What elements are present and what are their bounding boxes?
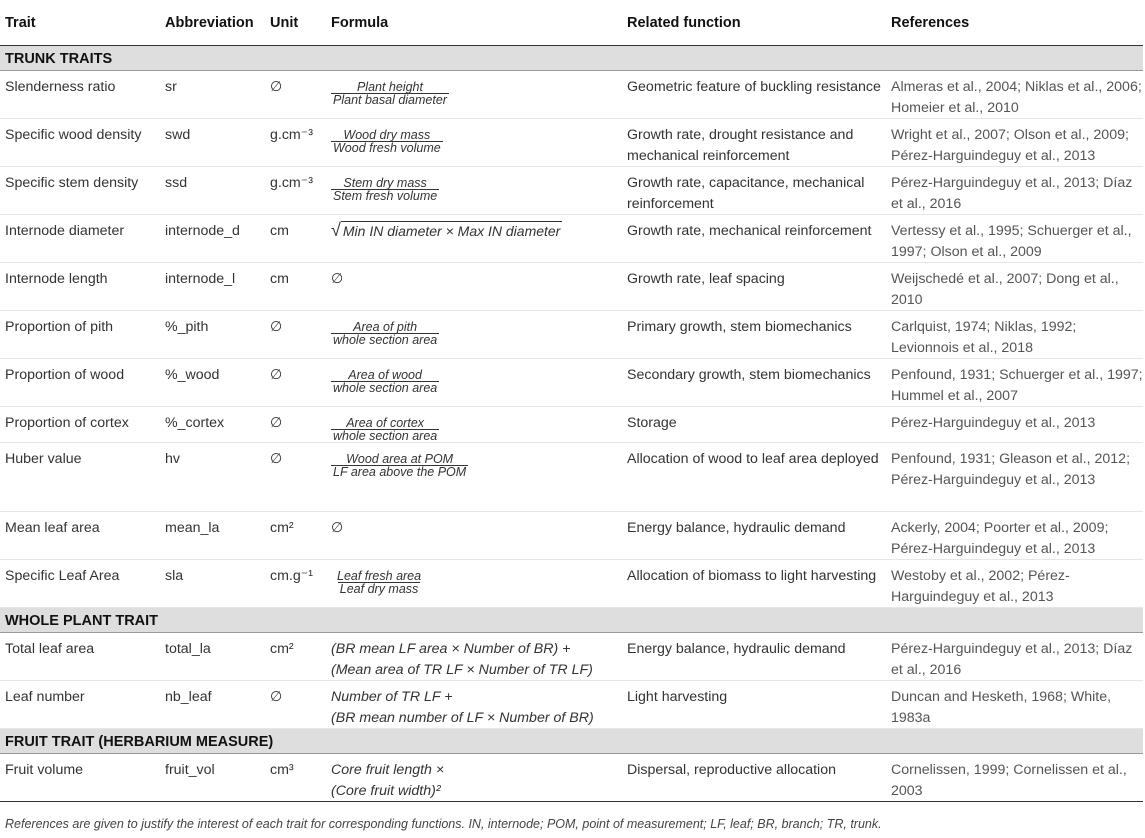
header-trait: Trait <box>0 0 160 46</box>
abbreviation-cell: mean_la <box>160 512 265 560</box>
formula-denominator: Plant basal diameter <box>333 93 447 107</box>
abbreviation-cell: ssd <box>160 167 265 215</box>
formula-cell <box>326 359 622 407</box>
references-cell: Penfound, 1931; Gleason et al., 2012; Pérez-Harguindeguy et al., 2013 <box>886 443 1143 512</box>
table-row <box>0 754 1143 802</box>
table-row <box>0 681 1143 729</box>
related-function-cell: Allocation of biomass to light harvesting <box>622 560 886 608</box>
trait-cell: Proportion of cortex <box>0 407 160 443</box>
formula-numerator: Wood area at POM <box>346 452 454 466</box>
formula-denominator: whole section area <box>333 381 438 395</box>
formula-cell <box>326 167 622 215</box>
trait-cell: Internode length <box>0 263 160 311</box>
abbreviation-cell: %_cortex <box>160 407 265 443</box>
table-row <box>0 215 1143 263</box>
formula-cell <box>326 681 622 729</box>
formula-cell <box>326 215 622 263</box>
sqrt-sign: √ <box>331 220 341 240</box>
unit-cell: cm <box>265 263 326 311</box>
references-cell: Pérez-Harguindeguy et al., 2013; Díaz et al., 2016 <box>886 167 1143 215</box>
abbreviation-cell: %_pith <box>160 311 265 359</box>
references-cell: Pérez-Harguindeguy et al., 2013; Díaz et al., 2016 <box>886 633 1143 681</box>
related-function-cell: Energy balance, hydraulic demand <box>622 633 886 681</box>
table-footnote: References are given to justify the interest of each trait for corresponding functions. IN, internode; POM, point of measurement; LF, leaf; BR, branch; TR, trunk. <box>5 817 882 831</box>
related-function-cell: Primary growth, stem biomechanics <box>622 311 886 359</box>
formula-fraction <box>331 369 439 394</box>
trait-cell: Mean leaf area <box>0 512 160 560</box>
formula-cell <box>326 443 622 512</box>
trait-cell: Leaf number <box>0 681 160 729</box>
unit-cell: ∅ <box>265 359 326 407</box>
related-function-cell: Geometric feature of buckling resistance <box>622 71 886 119</box>
unit-cell: cm.g⁻¹ <box>265 560 326 608</box>
related-function-cell: Growth rate, mechanical reinforcement <box>622 215 886 263</box>
formula-fraction <box>331 570 427 595</box>
references-cell: Westoby et al., 2002; Pérez-Harguindeguy et al., 2013 <box>886 560 1143 608</box>
section-title: WHOLE PLANT TRAIT <box>0 608 1143 633</box>
formula-fraction <box>331 177 439 202</box>
section-header-row <box>0 729 1143 754</box>
formula-denominator: LF area above the POM <box>333 465 467 479</box>
formula-fraction <box>331 453 468 478</box>
unit-cell: g.cm⁻³ <box>265 167 326 215</box>
table-row <box>0 560 1143 608</box>
table-row <box>0 359 1143 407</box>
abbreviation-cell: swd <box>160 119 265 167</box>
formula-numerator: Plant height <box>356 80 423 94</box>
formula-numerator: Area of wood <box>348 368 422 382</box>
abbreviation-cell: total_la <box>160 633 265 681</box>
formula-numerator: Area of cortex <box>346 416 425 430</box>
trait-cell: Internode diameter <box>0 215 160 263</box>
references-cell: Penfound, 1931; Schuerger et al., 1997; Hummel et al., 2007 <box>886 359 1143 407</box>
related-function-cell: Secondary growth, stem biomechanics <box>622 359 886 407</box>
references-cell: Weijschedé et al., 2007; Dong et al., 2010 <box>886 263 1143 311</box>
table-body <box>0 46 1143 802</box>
header-abbreviation: Abbreviation <box>160 0 265 46</box>
abbreviation-cell: hv <box>160 443 265 512</box>
unit-cell: ∅ <box>265 311 326 359</box>
formula-line: Number of TR LF + <box>331 689 453 705</box>
formula-fraction <box>331 321 439 346</box>
formula-denominator: whole section area <box>333 333 438 347</box>
unit-cell: g.cm⁻³ <box>265 119 326 167</box>
table-row <box>0 407 1143 443</box>
header-unit: Unit <box>265 0 326 46</box>
formula-fraction <box>331 129 443 154</box>
section-title: TRUNK TRAITS <box>0 46 1143 71</box>
trait-cell: Slenderness ratio <box>0 71 160 119</box>
related-function-cell: Light harvesting <box>622 681 886 729</box>
formula-sqrt <box>331 221 562 240</box>
formula-text: ∅ <box>331 520 344 536</box>
formula-cell <box>326 407 622 443</box>
trait-cell: Huber value <box>0 443 160 512</box>
formula-denominator: Leaf dry mass <box>339 582 419 596</box>
abbreviation-cell: sla <box>160 560 265 608</box>
section-title: FRUIT TRAIT (HERBARIUM MEASURE) <box>0 729 1143 754</box>
formula-line: (BR mean LF area × Number of BR) + <box>331 641 571 657</box>
formula-numerator: Area of pith <box>353 320 418 334</box>
abbreviation-cell: internode_d <box>160 215 265 263</box>
header-references: References <box>886 0 1143 46</box>
table-row <box>0 167 1143 215</box>
formula-line: (Mean area of TR LF × Number of TR LF) <box>331 661 593 678</box>
formula-cell <box>326 311 622 359</box>
trait-cell: Proportion of wood <box>0 359 160 407</box>
table-row <box>0 633 1143 681</box>
related-function-cell: Growth rate, leaf spacing <box>622 263 886 311</box>
table-row <box>0 71 1143 119</box>
formula-line: (BR mean number of LF × Number of BR) <box>331 709 594 726</box>
formula-text: ∅ <box>331 271 344 287</box>
unit-cell: ∅ <box>265 443 326 512</box>
abbreviation-cell: %_wood <box>160 359 265 407</box>
formula-cell <box>326 263 622 311</box>
table-row <box>0 263 1143 311</box>
formula-cell <box>326 560 622 608</box>
references-cell: Almeras et al., 2004; Niklas et al., 2006; Homeier et al., 2010 <box>886 71 1143 119</box>
formula-denominator: Stem fresh volume <box>333 189 438 203</box>
related-function-cell: Storage <box>622 407 886 443</box>
trait-cell: Specific stem density <box>0 167 160 215</box>
abbreviation-cell: nb_leaf <box>160 681 265 729</box>
formula-fraction <box>331 417 439 442</box>
references-cell: Vertessy et al., 1995; Schuerger et al., 1997; Olson et al., 2009 <box>886 215 1143 263</box>
formula-cell <box>326 71 622 119</box>
unit-cell: ∅ <box>265 71 326 119</box>
trait-cell: Total leaf area <box>0 633 160 681</box>
formula-cell <box>326 119 622 167</box>
formula-cell <box>326 754 622 802</box>
header-row <box>0 0 1143 46</box>
related-function-cell: Growth rate, drought resistance and mechanical reinforcement <box>622 119 886 167</box>
trait-cell: Fruit volume <box>0 754 160 802</box>
unit-cell: ∅ <box>265 407 326 443</box>
related-function-cell: Allocation of wood to leaf area deployed <box>622 443 886 512</box>
formula-denominator: whole section area <box>333 429 438 443</box>
formula-numerator: Leaf fresh area <box>337 569 422 583</box>
abbreviation-cell: internode_l <box>160 263 265 311</box>
table-row <box>0 443 1143 512</box>
references-cell: Carlquist, 1974; Niklas, 1992; Levionnois et al., 2018 <box>886 311 1143 359</box>
unit-cell: ∅ <box>265 681 326 729</box>
header-related-function: Related function <box>622 0 886 46</box>
sqrt-radicand: Min IN diameter × Max IN diameter <box>342 223 561 239</box>
table-row <box>0 512 1143 560</box>
references-cell: Cornelissen, 1999; Cornelissen et al., 2003 <box>886 754 1143 802</box>
trait-cell: Proportion of pith <box>0 311 160 359</box>
formula-cell <box>326 512 622 560</box>
table-row <box>0 311 1143 359</box>
references-cell: Wright et al., 2007; Olson et al., 2009; Pérez-Harguindeguy et al., 2013 <box>886 119 1143 167</box>
unit-cell: cm <box>265 215 326 263</box>
related-function-cell: Growth rate, capacitance, mechanical reinforcement <box>622 167 886 215</box>
related-function-cell: Dispersal, reproductive allocation <box>622 754 886 802</box>
formula-fraction <box>331 81 449 106</box>
formula-numerator: Stem dry mass <box>343 176 427 190</box>
table-row <box>0 119 1143 167</box>
related-function-cell: Energy balance, hydraulic demand <box>622 512 886 560</box>
formula-cell <box>326 633 622 681</box>
formula-line: Core fruit length × <box>331 762 445 778</box>
unit-cell: cm³ <box>265 754 326 802</box>
abbreviation-cell: sr <box>160 71 265 119</box>
references-cell: Ackerly, 2004; Poorter et al., 2009; Pérez-Harguindeguy et al., 2013 <box>886 512 1143 560</box>
unit-cell: cm² <box>265 512 326 560</box>
formula-line: (Core fruit width)² <box>331 782 441 799</box>
references-cell: Duncan and Hesketh, 1968; White, 1983a <box>886 681 1143 729</box>
trait-cell: Specific Leaf Area <box>0 560 160 608</box>
trait-cell: Specific wood density <box>0 119 160 167</box>
abbreviation-cell: fruit_vol <box>160 754 265 802</box>
section-header-row <box>0 46 1143 71</box>
header-formula: Formula <box>326 0 622 46</box>
unit-cell: cm² <box>265 633 326 681</box>
formula-denominator: Wood fresh volume <box>333 141 441 155</box>
formula-numerator: Wood dry mass <box>343 128 431 142</box>
section-header-row <box>0 608 1143 633</box>
references-cell: Pérez-Harguindeguy et al., 2013 <box>886 407 1143 443</box>
